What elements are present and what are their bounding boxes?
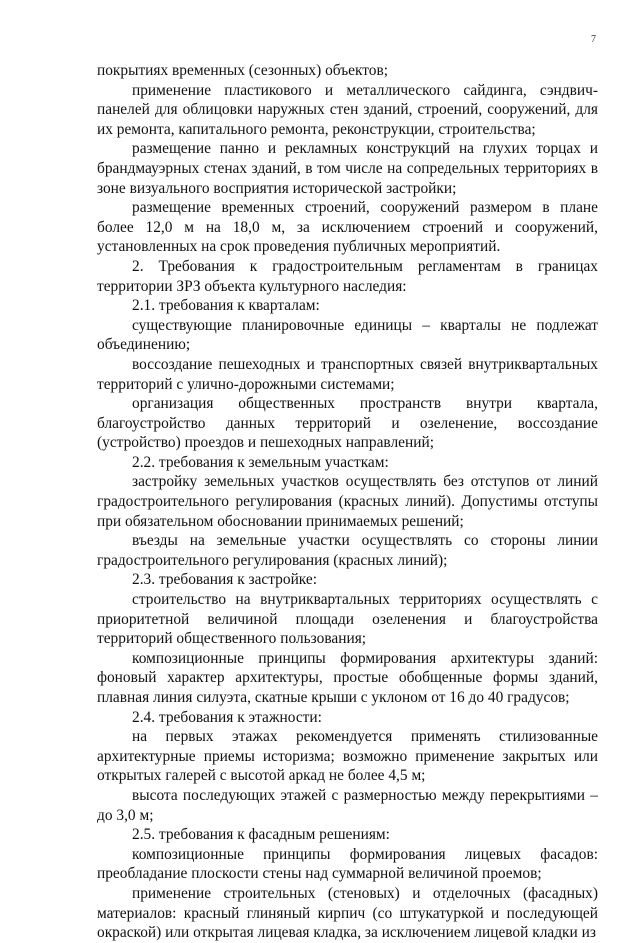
paragraph: 2.1. требования к кварталам: — [132, 297, 320, 315]
document-body — [97, 61, 598, 943]
paragraph: воссоздание пешеходных и транспортных связей внутриквартальных территорий с улично-дорожными системами; — [97, 355, 598, 393]
paragraph: композиционные принципы формирования лицевых фасадов: преобладание плоскости стены над суммарной величиной проемов; — [97, 845, 598, 883]
paragraph: 2.3. требования к застройке: — [132, 571, 318, 589]
paragraph: 2.2. требования к земельным участкам: — [132, 453, 389, 471]
paragraph: въезды на земельные участки осуществлять со стороны линии градостроительного регулирования (красных линий); — [97, 532, 598, 569]
paragraph: применение строительных (стеновых) и отделочных (фасадных) материалов: красный глиняный кирпич (со штукатуркой и последующей окраской) или открытая лицевая кладка, за исключением лицевой кладки из — [97, 884, 598, 942]
paragraph: высота последующих этажей с размерностью между перекрытиями – до 3,0 м; — [97, 786, 598, 824]
paragraph: размещение панно и рекламных конструкций на глухих торцах и брандмауэрных стенах зданий, в том числе на сопредельных территориях в зоне визуального восприятия исторической застройки; — [97, 140, 598, 197]
paragraph: композиционные принципы формирования архитектуры зданий: фоновый характер архитектуры, простые обобщенные формы зданий, плавная линия силуэта, скатные крыши с уклоном от 16 до 40 градусов; — [97, 649, 598, 706]
paragraph: покрытиях временных (сезонных) объектов; — [97, 62, 389, 79]
paragraph: размещение временных строений, сооружений размером в плане более 12,0 м на 18,0 м, за исключением строений и сооружений, установленных на срок проведения публичных мероприятий. — [97, 199, 598, 256]
paragraph: существующие планировочные единицы – кварталы не подлежат объединению; — [97, 316, 598, 354]
paragraph: на первых этажах рекомендуется применять стилизованные архитектурные приемы историзма; возможно применение закрытых или открытых галерей с высотой аркад не более 4,5 м; — [97, 728, 598, 785]
page-number: 7 — [591, 34, 596, 45]
paragraph: 2.5. требования к фасадным решениям: — [132, 826, 390, 844]
paragraph: строительство на внутриквартальных территориях осуществлять с приоритетной величиной площади озеленения и благоустройства территорий общественного пользования; — [97, 591, 598, 648]
paragraph: организация общественных пространств внутри квартала, благоустройство данных территорий и озеленение, воссоздание (устройство) проездов и пешеходных направлений; — [97, 395, 598, 452]
paragraph: применение пластикового и металлического сайдинга, сэндвич-панелей для облицовки наружных стен зданий, строений, сооружений, для их ремонта, капитального ремонта, реконструкции, строительства; — [97, 81, 598, 138]
paragraph: застройку земельных участков осуществлять без отступов от линий градостроительного регулирования (красных линий). Допустимы отступы при обязательном обосновании принимаемых решений; — [97, 473, 598, 530]
paragraph: 2.4. требования к этажности: — [132, 708, 322, 726]
paragraph: 2. Требования к градостроительным регламентам в границах территории ЗРЗ объекта культурного наследия: — [97, 257, 598, 295]
